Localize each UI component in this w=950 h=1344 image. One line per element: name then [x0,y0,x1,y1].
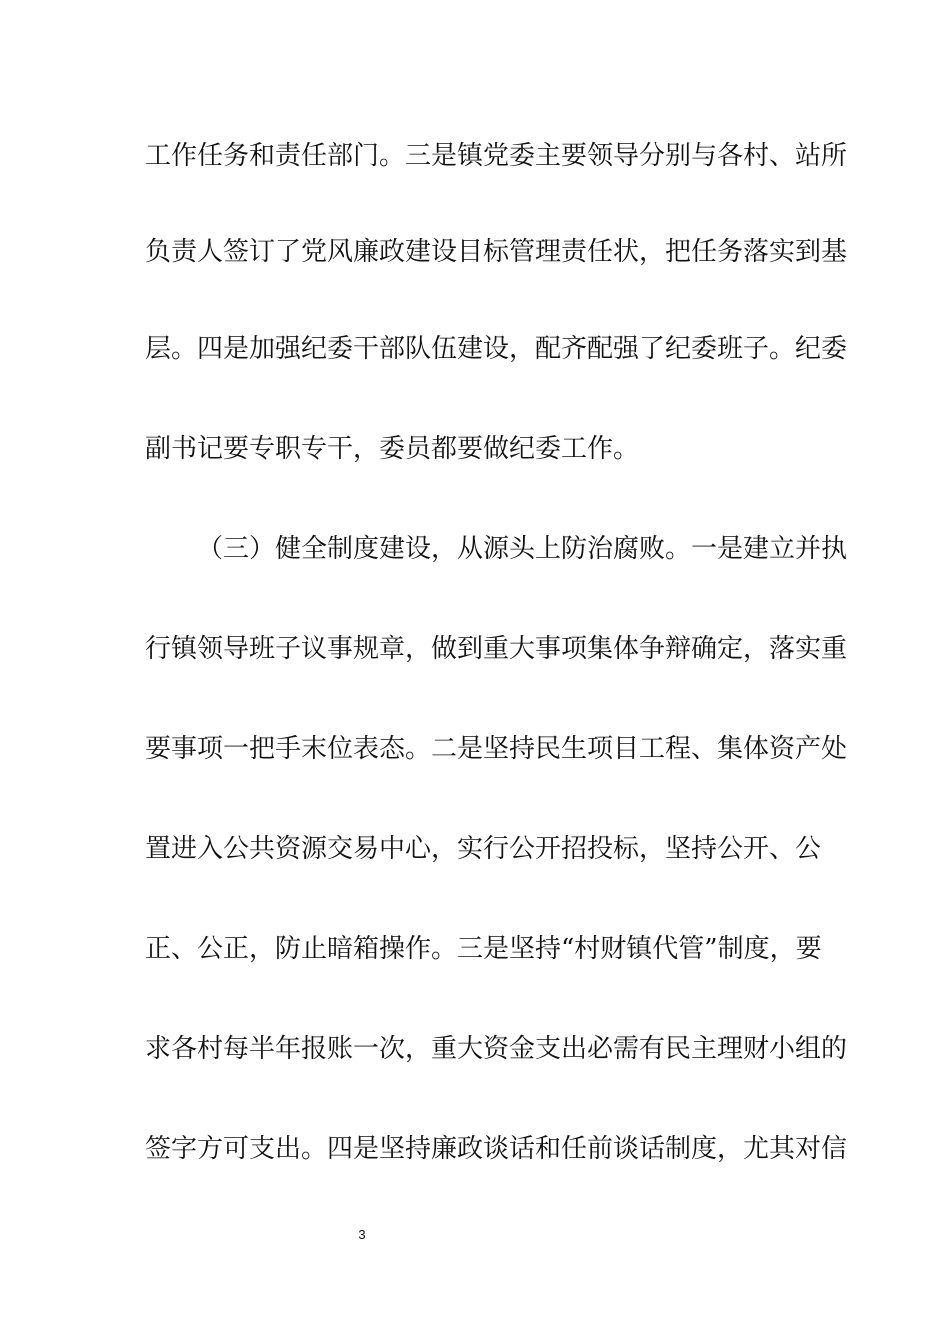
paragraph-line-6: 行镇领导班子议事规章，做到重大事项集体争辩确定，落实重 [145,634,848,664]
paragraph-line-7: 要事项一把手末位表态。二是坚持民生项目工程、集体资产处 [145,734,848,764]
paragraph-line-4: 副书记要专职专干，委员都要做纪委工作。 [145,434,640,464]
paragraph-line-11: 签字方可支出。四是坚持廉政谈话和任前谈话制度，尤其对信 [145,1134,848,1164]
paragraph-line-1: 工作任务和责任部门。三是镇党委主要领导分别与各村、站所 [145,141,848,171]
paragraph-line-9: 正、公正，防止暗箱操作。三是坚持“村财镇代管”制度，要 [145,934,822,964]
paragraph-line-2: 负责人签订了党风廉政建设目标管理责任状，把任务落实到基 [145,237,848,267]
page-number: 3 [358,1227,366,1242]
paragraph-line-10: 求各村每半年报账一次，重大资金支出必需有民主理财小组的 [145,1034,848,1064]
paragraph-line-8: 置进入公共资源交易中心，实行公开招投标，坚持公开、公 [145,834,822,864]
paragraph-line-5: （三）健全制度建设，从源头上防治腐败。一是建立并执 [197,534,848,564]
paragraph-line-3: 层。四是加强纪委干部队伍建设，配齐配强了纪委班子。纪委 [145,334,848,364]
